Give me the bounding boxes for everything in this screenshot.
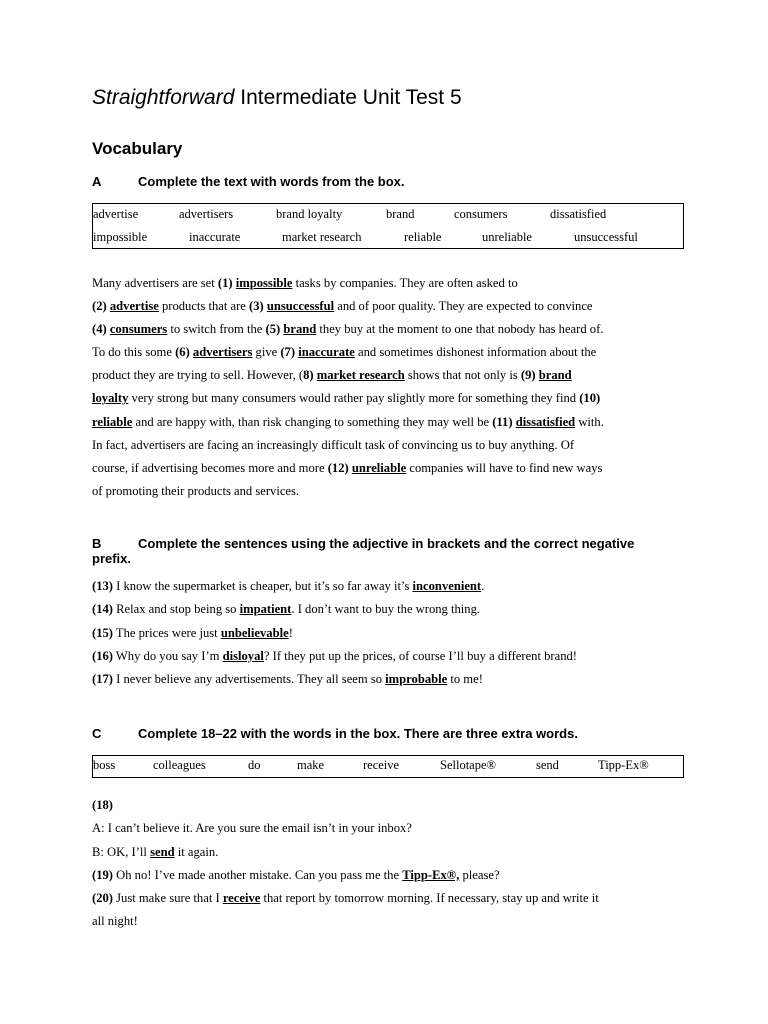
answer-10: reliable bbox=[92, 414, 133, 429]
text-line bbox=[92, 364, 672, 387]
text-run: Just make sure that I bbox=[112, 891, 223, 906]
text-run: product they are trying to sell. However, ( bbox=[92, 368, 304, 383]
answer-12: unreliable bbox=[351, 460, 407, 475]
text-run: I never believe any advertisements. They all seem so bbox=[112, 672, 386, 687]
gap-number: 8) bbox=[303, 368, 314, 383]
answer-3: unsuccessful bbox=[266, 299, 335, 314]
section-b-letter: B bbox=[92, 536, 102, 551]
section-c-items bbox=[92, 794, 682, 934]
word-box-item: unsuccessful bbox=[574, 230, 638, 244]
text-run: it again. bbox=[174, 844, 219, 859]
page-title bbox=[92, 86, 462, 110]
text-run: Relax and stop being so bbox=[112, 602, 240, 617]
text-run: course, if advertising becomes more and more bbox=[92, 460, 328, 475]
text-run: to me! bbox=[447, 672, 483, 687]
gap-number: (11) bbox=[492, 414, 513, 429]
answer-13: inconvenient bbox=[412, 579, 482, 593]
word-box-item: advertisers bbox=[179, 207, 234, 221]
answer-15: unbelievable bbox=[220, 625, 289, 640]
question-15 bbox=[92, 622, 682, 645]
answer-7: inaccurate bbox=[298, 345, 355, 360]
text-run: and are happy with, than risk changing to something they may well be bbox=[132, 414, 493, 429]
text-run: I know the supermarket is cheaper, but it’s so far away it’s bbox=[112, 579, 413, 593]
answer-9-cont: loyalty bbox=[92, 391, 129, 406]
word-box-item: reliable bbox=[404, 230, 442, 244]
word-box-item: do bbox=[248, 758, 261, 772]
word-box-item: receive bbox=[363, 758, 400, 772]
question-number: (19) bbox=[92, 867, 113, 882]
text-line bbox=[92, 272, 672, 295]
text-line: of promoting their products and services. bbox=[92, 483, 300, 498]
section-a-letter: A bbox=[92, 174, 102, 189]
word-box-item: inaccurate bbox=[189, 230, 241, 244]
word-box-item: dissatisfied bbox=[550, 207, 607, 221]
section-b-instruction-text: Complete the sentences using the adjective in brackets and the correct negative prefix. bbox=[92, 536, 635, 566]
word-box-item: consumers bbox=[454, 207, 508, 221]
title-rest: Intermediate Unit Test 5 bbox=[234, 86, 462, 109]
question-20 bbox=[92, 887, 682, 910]
question-17 bbox=[92, 668, 682, 691]
word-box-item: impossible bbox=[93, 230, 148, 244]
text-run: products that are bbox=[158, 299, 250, 314]
text-run: . I don’t want to buy the wrong thing. bbox=[291, 602, 481, 617]
gap-number: (5) bbox=[265, 322, 281, 337]
text-run: tasks by companies. They are often asked to bbox=[292, 276, 518, 290]
text-line bbox=[92, 341, 672, 364]
text-run: shows that not only is bbox=[404, 368, 521, 383]
text-run: very strong but many consumers would rather pay slightly more for something they find bbox=[128, 391, 580, 406]
text-run: Why do you say I’m bbox=[112, 648, 223, 663]
word-box-item: Sellotape® bbox=[440, 758, 497, 772]
text-run: and sometimes dishonest information about the bbox=[354, 345, 597, 360]
word-box-c bbox=[92, 755, 684, 778]
section-a-instruction bbox=[92, 174, 652, 189]
gap-number: (2) bbox=[92, 299, 107, 314]
gap-number: (9) bbox=[520, 368, 536, 383]
answer-2: advertise bbox=[109, 299, 159, 314]
answer-9: brand bbox=[538, 368, 572, 383]
title-italic: Straightforward bbox=[92, 86, 235, 109]
text-run: The prices were just bbox=[112, 625, 221, 640]
word-box-item: unreliable bbox=[482, 230, 532, 244]
word-box-item: advertise bbox=[93, 207, 139, 221]
text-line: In fact, advertisers are facing an increasingly difficult task of convincing us to buy anything. Of bbox=[92, 437, 575, 452]
gap-number: (1) bbox=[217, 276, 233, 290]
answer-6: advertisers bbox=[192, 345, 253, 360]
text-line bbox=[92, 295, 672, 318]
section-c-instruction-text: Complete 18–22 with the words in the box. There are three extra words. bbox=[138, 726, 578, 741]
question-number: (20) bbox=[92, 891, 113, 906]
answer-4: consumers bbox=[109, 322, 168, 337]
text-line bbox=[92, 318, 672, 341]
word-box-item: brand bbox=[386, 207, 415, 221]
question-number: (17) bbox=[92, 672, 113, 687]
word-box-a-row-1 bbox=[93, 204, 683, 227]
word-box-a-row-2 bbox=[93, 227, 683, 250]
gap-number: (10) bbox=[579, 391, 601, 406]
question-13 bbox=[92, 575, 682, 598]
text-run: give bbox=[252, 345, 281, 360]
gap-number: (12) bbox=[327, 460, 349, 475]
word-box-c-row bbox=[93, 756, 683, 777]
answer-14: impatient bbox=[239, 602, 292, 617]
section-b-instruction bbox=[92, 536, 652, 566]
answer-5: brand bbox=[283, 322, 317, 337]
answer-1: impossible bbox=[235, 276, 293, 290]
text-line bbox=[92, 457, 672, 480]
question-14 bbox=[92, 598, 682, 621]
question-18 bbox=[92, 794, 682, 817]
word-box-item: Tipp-Ex® bbox=[598, 758, 649, 772]
section-a-instruction-text: Complete the text with words from the box. bbox=[138, 174, 405, 189]
section-a-text bbox=[92, 272, 672, 503]
word-box-item: boss bbox=[93, 758, 116, 772]
question-20-cont: all night! bbox=[92, 914, 138, 929]
section-c-instruction bbox=[92, 726, 652, 741]
gap-number: (4) bbox=[92, 322, 107, 337]
text-run: Many advertisers are set bbox=[92, 276, 218, 290]
word-box-item: colleagues bbox=[153, 758, 206, 772]
answer-11: dissatisfied bbox=[515, 414, 576, 429]
gap-number: (6) bbox=[175, 345, 190, 360]
text-run: that report by tomorrow morning. If necessary, stay up and write it bbox=[260, 891, 599, 906]
question-number: (13) bbox=[92, 579, 113, 593]
text-run: companies will have to find new ways bbox=[406, 460, 603, 475]
gap-number: (3) bbox=[249, 299, 264, 314]
answer-8: market research bbox=[316, 368, 405, 383]
text-run: and of poor quality. They are expected to convince bbox=[334, 299, 593, 314]
text-line bbox=[92, 411, 672, 434]
word-box-item: make bbox=[297, 758, 325, 772]
word-box-a bbox=[92, 203, 684, 249]
answer-20: receive bbox=[222, 891, 261, 906]
word-box-item: market research bbox=[282, 230, 362, 244]
gap-number: (7) bbox=[280, 345, 296, 360]
text-run: please? bbox=[459, 867, 500, 882]
word-box-item: send bbox=[536, 758, 559, 772]
answer-18: send bbox=[150, 844, 175, 859]
dialogue-line-b bbox=[92, 841, 682, 864]
question-number: (14) bbox=[92, 602, 113, 617]
answer-19: Tipp-Ex®, bbox=[402, 867, 460, 882]
answer-16: disloyal bbox=[222, 648, 264, 663]
question-16 bbox=[92, 645, 682, 668]
text-run: Oh no! I’ve made another mistake. Can you pass me the bbox=[112, 867, 403, 882]
text-line bbox=[92, 387, 672, 410]
answer-17: improbable bbox=[385, 672, 448, 687]
word-box-item: brand loyalty bbox=[276, 207, 343, 221]
text-run: B: OK, I’ll bbox=[92, 844, 151, 859]
section-heading: Vocabulary bbox=[92, 139, 183, 158]
text-run: they buy at the moment to one that nobody has heard of. bbox=[316, 322, 604, 337]
dialogue-line-a: A: I can’t believe it. Are you sure the email isn’t in your inbox? bbox=[92, 821, 412, 836]
section-b-items bbox=[92, 575, 682, 691]
text-run: with. bbox=[575, 414, 604, 429]
text-run: ! bbox=[288, 625, 293, 640]
question-number: (16) bbox=[92, 648, 113, 663]
text-run: ? If they put up the prices, of course I’ll buy a different brand! bbox=[263, 648, 577, 663]
section-c-letter: C bbox=[92, 726, 102, 741]
question-number: (15) bbox=[92, 625, 113, 640]
question-number: (18) bbox=[92, 798, 113, 812]
question-19 bbox=[92, 864, 682, 887]
text-run: To do this some bbox=[92, 345, 176, 360]
text-run: to switch from the bbox=[167, 322, 266, 337]
text-run: . bbox=[481, 579, 485, 593]
